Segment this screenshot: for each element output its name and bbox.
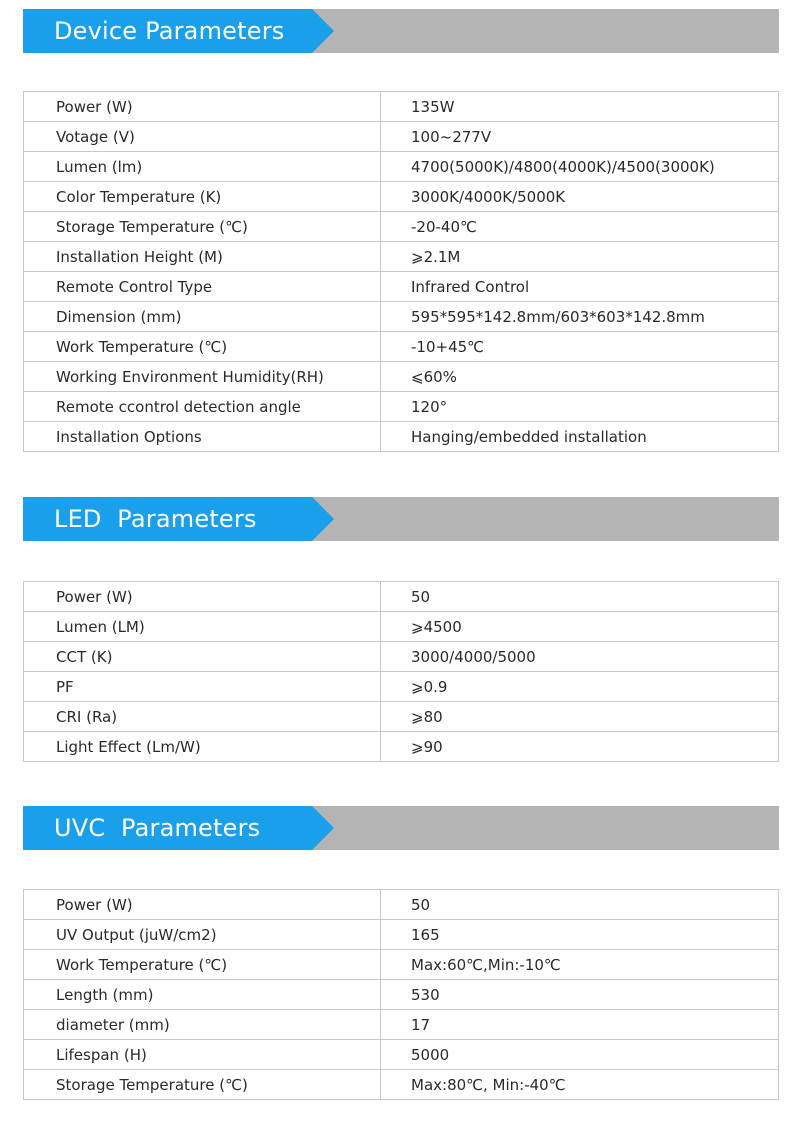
device-parameters-section <box>23 9 779 446</box>
param-value: 595*595*142.8mm/603*603*142.8mm <box>381 302 779 332</box>
banner-arrow-shape <box>312 806 334 850</box>
parameters-table <box>23 889 779 1100</box>
param-name: Storage Temperature (℃) <box>24 212 381 242</box>
table-row <box>24 422 779 452</box>
table-row <box>24 1070 779 1100</box>
parameters-table <box>23 91 779 452</box>
param-name: diameter (mm) <box>24 1010 381 1040</box>
param-name: UV Output (juW/cm2) <box>24 920 381 950</box>
table-row <box>24 362 779 392</box>
param-name: Power (W) <box>24 890 381 920</box>
table-row <box>24 122 779 152</box>
table-row <box>24 1040 779 1070</box>
table-row <box>24 272 779 302</box>
param-name: Dimension (mm) <box>24 302 381 332</box>
section-banner-label <box>23 9 312 53</box>
param-value: 100~277V <box>381 122 779 152</box>
param-name: Color Temperature (K) <box>24 182 381 212</box>
param-value: 5000 <box>381 1040 779 1070</box>
param-name: Length (mm) <box>24 980 381 1010</box>
section-title: LED Parameters <box>54 505 257 533</box>
param-name: Storage Temperature (℃) <box>24 1070 381 1100</box>
param-value: ⩾0.9 <box>381 672 779 702</box>
table-row <box>24 152 779 182</box>
section-banner <box>23 806 779 850</box>
table-row <box>24 302 779 332</box>
param-name: Votage (V) <box>24 122 381 152</box>
param-value: ⩾90 <box>381 732 779 762</box>
param-value: ⩾2.1M <box>381 242 779 272</box>
param-value: ⩾4500 <box>381 612 779 642</box>
param-name: Light Effect (Lm/W) <box>24 732 381 762</box>
param-name: CRI (Ra) <box>24 702 381 732</box>
table-row <box>24 950 779 980</box>
param-name: Working Environment Humidity(RH) <box>24 362 381 392</box>
param-value: Max:80℃, Min:-40℃ <box>381 1070 779 1100</box>
table-row <box>24 612 779 642</box>
param-value: Hanging/embedded installation <box>381 422 779 452</box>
section-title: UVC Parameters <box>54 814 261 842</box>
led-parameters-section <box>23 497 779 756</box>
param-value: 135W <box>381 92 779 122</box>
table-row <box>24 672 779 702</box>
uvc-parameters-section <box>23 806 779 1094</box>
param-name: Work Temperature (℃) <box>24 950 381 980</box>
table-row <box>24 242 779 272</box>
table-row <box>24 732 779 762</box>
table-row <box>24 92 779 122</box>
param-name: Lumen (LM) <box>24 612 381 642</box>
table-row <box>24 332 779 362</box>
banner-arrow-shape <box>312 497 334 541</box>
param-value: ⩽60% <box>381 362 779 392</box>
param-value: 165 <box>381 920 779 950</box>
param-name: Power (W) <box>24 92 381 122</box>
param-value: 4700(5000K)/4800(4000K)/4500(3000K) <box>381 152 779 182</box>
table-row <box>24 980 779 1010</box>
table-row <box>24 642 779 672</box>
section-banner-label <box>23 497 312 541</box>
parameters-table <box>23 581 779 762</box>
table-row <box>24 920 779 950</box>
param-name: Lumen (lm) <box>24 152 381 182</box>
table-row <box>24 182 779 212</box>
param-name: CCT (K) <box>24 642 381 672</box>
param-name: Remote Control Type <box>24 272 381 302</box>
param-value: 50 <box>381 582 779 612</box>
param-value: 50 <box>381 890 779 920</box>
table-row <box>24 392 779 422</box>
table-row <box>24 582 779 612</box>
section-banner-label <box>23 806 312 850</box>
param-value: Max:60℃,Min:-10℃ <box>381 950 779 980</box>
param-value: 120° <box>381 392 779 422</box>
param-value: 17 <box>381 1010 779 1040</box>
section-title: Device Parameters <box>54 17 285 45</box>
param-name: Work Temperature (℃) <box>24 332 381 362</box>
table-row <box>24 890 779 920</box>
table-row <box>24 212 779 242</box>
table-row <box>24 1010 779 1040</box>
param-value: Infrared Control <box>381 272 779 302</box>
param-value: 530 <box>381 980 779 1010</box>
param-value: 3000/4000/5000 <box>381 642 779 672</box>
section-banner <box>23 9 779 53</box>
param-value: ⩾80 <box>381 702 779 732</box>
param-value: -10+45℃ <box>381 332 779 362</box>
param-name: PF <box>24 672 381 702</box>
param-value: -20-40℃ <box>381 212 779 242</box>
param-name: Installation Options <box>24 422 381 452</box>
param-name: Installation Height (M) <box>24 242 381 272</box>
param-name: Remote ccontrol detection angle <box>24 392 381 422</box>
param-name: Power (W) <box>24 582 381 612</box>
param-value: 3000K/4000K/5000K <box>381 182 779 212</box>
section-banner <box>23 497 779 541</box>
table-row <box>24 702 779 732</box>
param-name: Lifespan (H) <box>24 1040 381 1070</box>
banner-arrow-shape <box>312 9 334 53</box>
